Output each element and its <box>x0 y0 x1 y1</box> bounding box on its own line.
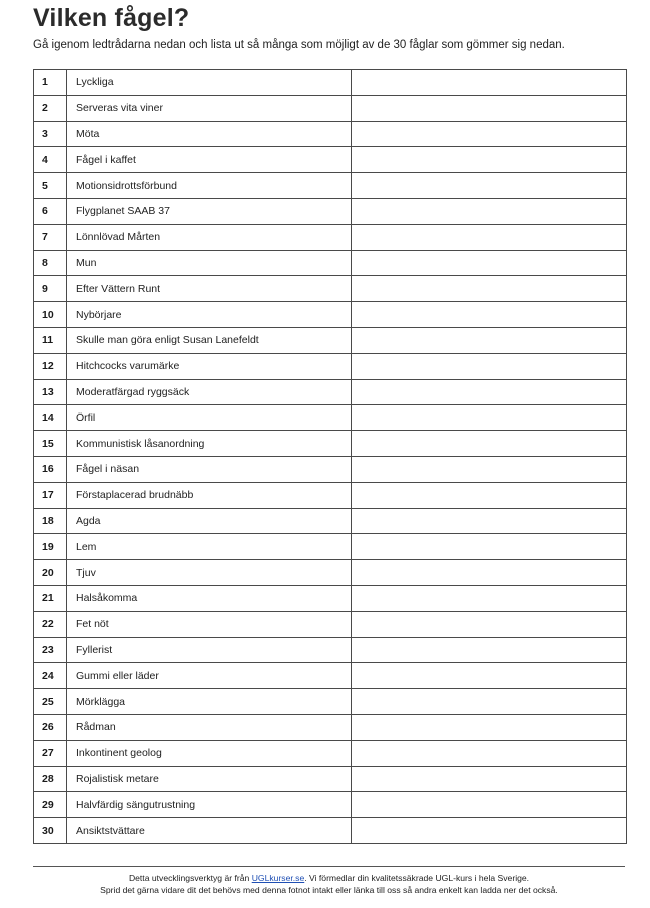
answer-cell[interactable] <box>352 224 627 250</box>
clue-number: 15 <box>34 431 67 457</box>
answer-cell[interactable] <box>352 173 627 199</box>
clue-text: Tjuv <box>67 560 352 586</box>
clue-text: Örfil <box>67 405 352 431</box>
clue-number: 3 <box>34 121 67 147</box>
clue-number: 25 <box>34 689 67 715</box>
clue-text: Möta <box>67 121 352 147</box>
clue-text: Rådman <box>67 714 352 740</box>
table-row <box>34 714 627 740</box>
table-row <box>34 560 627 586</box>
clue-text: Fågel i näsan <box>67 456 352 482</box>
clue-text: Moderatfärgad ryggsäck <box>67 379 352 405</box>
answer-cell[interactable] <box>352 121 627 147</box>
clue-number: 10 <box>34 302 67 328</box>
uglkurser-link[interactable]: UGLkurser.se <box>251 873 305 883</box>
answer-cell[interactable] <box>352 456 627 482</box>
table-row <box>34 740 627 766</box>
answer-cell[interactable] <box>352 766 627 792</box>
clue-number: 28 <box>34 766 67 792</box>
footer-line-2: Sprid det gärna vidare dit det behövs med denna fotnot intakt eller länka till oss så andra enkelt kan ladda ner det också. <box>100 885 558 895</box>
table-row <box>34 327 627 353</box>
clue-table <box>33 69 627 844</box>
clue-text: Gummi eller läder <box>67 663 352 689</box>
clue-text: Kommunistisk låsanordning <box>67 431 352 457</box>
table-row <box>34 818 627 844</box>
clue-number: 22 <box>34 611 67 637</box>
answer-cell[interactable] <box>352 379 627 405</box>
clue-number: 12 <box>34 353 67 379</box>
clue-number: 17 <box>34 482 67 508</box>
clue-number: 18 <box>34 508 67 534</box>
footer <box>33 872 625 896</box>
answer-cell[interactable] <box>352 405 627 431</box>
table-row <box>34 456 627 482</box>
answer-cell[interactable] <box>352 431 627 457</box>
clue-text: Motionsidrottsförbund <box>67 173 352 199</box>
clue-text: Rojalistisk metare <box>67 766 352 792</box>
answer-cell[interactable] <box>352 327 627 353</box>
clue-text: Ansiktstvättare <box>67 818 352 844</box>
clue-text: Hitchcocks varumärke <box>67 353 352 379</box>
clue-text: Halsåkomma <box>67 585 352 611</box>
instructions-text: Gå igenom ledtrådarna nedan och lista ut så många som möjligt av de 30 fåglar som gömmer sig nedan. <box>33 39 565 51</box>
table-row <box>34 766 627 792</box>
answer-cell[interactable] <box>352 534 627 560</box>
answer-cell[interactable] <box>352 740 627 766</box>
footer-line-1 <box>33 872 625 884</box>
answer-cell[interactable] <box>352 508 627 534</box>
footer-text-after-link: . Vi förmedlar din kvalitetssäkrade UGL-kurs i hela Sverige. <box>304 873 530 883</box>
answer-cell[interactable] <box>352 792 627 818</box>
clue-text: Serveras vita viner <box>67 95 352 121</box>
clue-text: Mun <box>67 250 352 276</box>
answer-cell[interactable] <box>352 637 627 663</box>
answer-cell[interactable] <box>352 714 627 740</box>
clue-table-body <box>34 70 627 844</box>
clue-number: 24 <box>34 663 67 689</box>
table-row <box>34 611 627 637</box>
answer-cell[interactable] <box>352 147 627 173</box>
clue-number: 14 <box>34 405 67 431</box>
clue-number: 27 <box>34 740 67 766</box>
clue-number: 1 <box>34 70 67 96</box>
answer-cell[interactable] <box>352 250 627 276</box>
table-row <box>34 302 627 328</box>
table-row <box>34 250 627 276</box>
clue-number: 26 <box>34 714 67 740</box>
clue-number: 30 <box>34 818 67 844</box>
clue-text: Fet nöt <box>67 611 352 637</box>
clue-number: 7 <box>34 224 67 250</box>
clue-number: 11 <box>34 327 67 353</box>
answer-cell[interactable] <box>352 818 627 844</box>
answer-cell[interactable] <box>352 611 627 637</box>
table-row <box>34 637 627 663</box>
clue-text: Flygplanet SAAB 37 <box>67 198 352 224</box>
table-row <box>34 379 627 405</box>
table-row <box>34 147 627 173</box>
table-row <box>34 224 627 250</box>
page-title: Vilken fågel? <box>33 4 190 32</box>
table-row <box>34 482 627 508</box>
table-row <box>34 689 627 715</box>
footer-text-before-link: Detta utvecklingsverktyg är från <box>128 873 252 883</box>
clue-number: 2 <box>34 95 67 121</box>
clue-number: 9 <box>34 276 67 302</box>
table-row <box>34 508 627 534</box>
table-row <box>34 431 627 457</box>
table-row <box>34 121 627 147</box>
table-row <box>34 70 627 96</box>
answer-cell[interactable] <box>352 276 627 302</box>
table-row <box>34 198 627 224</box>
table-row <box>34 792 627 818</box>
table-row <box>34 585 627 611</box>
table-row <box>34 405 627 431</box>
clue-text: Agda <box>67 508 352 534</box>
answer-cell[interactable] <box>352 95 627 121</box>
clue-number: 16 <box>34 456 67 482</box>
clue-number: 13 <box>34 379 67 405</box>
answer-cell[interactable] <box>352 353 627 379</box>
answer-cell[interactable] <box>352 585 627 611</box>
clue-text: Fyllerist <box>67 637 352 663</box>
clue-text: Lem <box>67 534 352 560</box>
table-row <box>34 663 627 689</box>
clue-text: Förstaplacerad brudnäbb <box>67 482 352 508</box>
clue-text: Halvfärdig sängutrustning <box>67 792 352 818</box>
clue-text: Efter Vättern Runt <box>67 276 352 302</box>
answer-cell[interactable] <box>352 663 627 689</box>
table-row <box>34 173 627 199</box>
clue-text: Lönnlövad Mårten <box>67 224 352 250</box>
clue-text: Nybörjare <box>67 302 352 328</box>
table-row <box>34 95 627 121</box>
clue-number: 8 <box>34 250 67 276</box>
answer-cell[interactable] <box>352 198 627 224</box>
clue-text: Lyckliga <box>67 70 352 96</box>
table-row <box>34 534 627 560</box>
clue-text: Fågel i kaffet <box>67 147 352 173</box>
table-row <box>34 353 627 379</box>
clue-number: 29 <box>34 792 67 818</box>
clue-number: 5 <box>34 173 67 199</box>
clue-text: Mörklägga <box>67 689 352 715</box>
clue-text: Inkontinent geolog <box>67 740 352 766</box>
answer-cell[interactable] <box>352 689 627 715</box>
clue-number: 21 <box>34 585 67 611</box>
table-row <box>34 276 627 302</box>
answer-cell[interactable] <box>352 482 627 508</box>
clue-number: 19 <box>34 534 67 560</box>
clue-number: 4 <box>34 147 67 173</box>
answer-cell[interactable] <box>352 560 627 586</box>
answer-cell[interactable] <box>352 302 627 328</box>
clue-number: 20 <box>34 560 67 586</box>
clue-number: 23 <box>34 637 67 663</box>
clue-number: 6 <box>34 198 67 224</box>
footer-divider <box>33 866 625 867</box>
clue-text: Skulle man göra enligt Susan Lanefeldt <box>67 327 352 353</box>
answer-cell[interactable] <box>352 70 627 96</box>
